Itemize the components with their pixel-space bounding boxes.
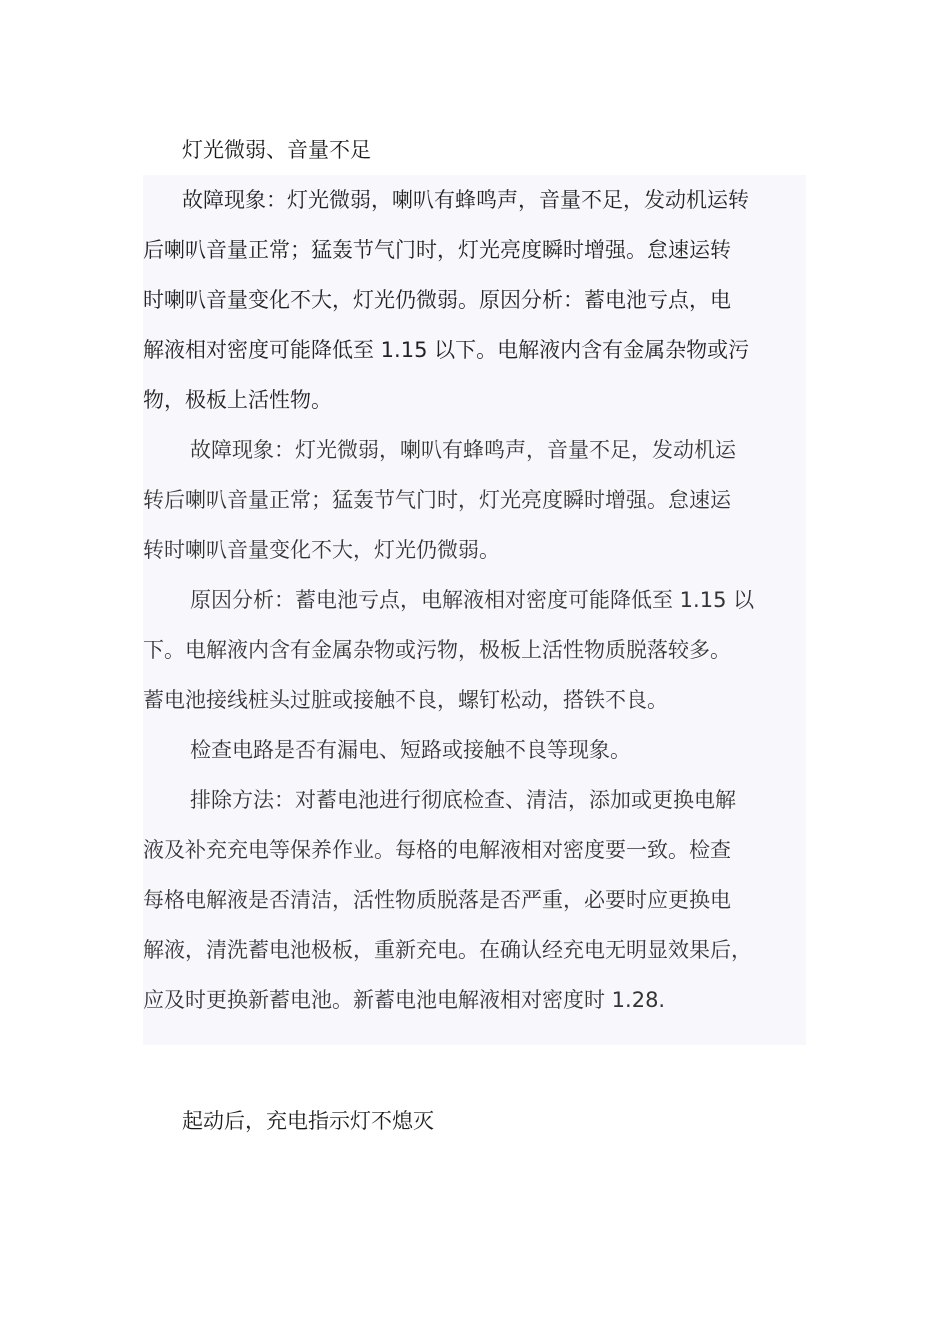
paragraph-fault-phenomenon <box>143 425 736 575</box>
text-line: 每格电解液是否清洁，活性物质脱落是否严重，必要时应更换电 <box>143 888 731 912</box>
text-line: 原因分析：蓄电池亏点，电解液相对密度可能降低至 1.15 以 <box>190 588 755 612</box>
text-line: 解液，清洗蓄电池极板，重新充电。在确认经充电无明显效果后， <box>143 938 752 962</box>
text-line: 物，极板上活性物。 <box>143 388 332 412</box>
text-line: 排除方法：对蓄电池进行彻底检查、清洁，添加或更换电解 <box>190 788 736 812</box>
text-line: 解液相对密度可能降低至 1.15 以下。电解液内含有金属杂物或污 <box>143 338 750 362</box>
section-heading-charge-indicator: 起动后，充电指示灯不熄灭 <box>182 1109 434 1133</box>
text-line: 故障现象：灯光微弱，喇叭有蜂鸣声，音量不足，发动机运 <box>190 438 736 462</box>
text-line: 故障现象：灯光微弱，喇叭有蜂鸣声，音量不足，发动机运转 <box>182 188 749 212</box>
text-line: 下。电解液内含有金属杂物或污物，极板上活性物质脱落较多。 <box>143 638 731 662</box>
section-heading-weak-lights: 灯光微弱、音量不足 <box>182 138 371 162</box>
text-line: 转时喇叭音量变化不大，灯光仍微弱。 <box>143 538 500 562</box>
text-line: 液及补充充电等保养作业。每格的电解液相对密度要一致。检查 <box>143 838 731 862</box>
paragraph-remedy <box>143 775 752 1025</box>
text-line: 蓄电池接线桩头过脏或接触不良，螺钉松动，搭铁不良。 <box>143 688 668 712</box>
text-line: 应及时更换新蓄电池。新蓄电池电解液相对密度时 1.28. <box>143 988 666 1012</box>
paragraph-fault-description <box>143 175 749 425</box>
text-line: 时喇叭音量变化不大，灯光仍微弱。原因分析：蓄电池亏点，电 <box>143 288 731 312</box>
content-block <box>143 175 806 1045</box>
text-line: 检查电路是否有漏电、短路或接触不良等现象。 <box>190 738 631 762</box>
text-line: 后喇叭音量正常；猛轰节气门时，灯光亮度瞬时增强。怠速运转 <box>143 238 731 262</box>
paragraph-check-circuit <box>143 725 631 775</box>
paragraph-cause-analysis <box>143 575 754 725</box>
text-line: 转后喇叭音量正常；猛轰节气门时，灯光亮度瞬时增强。怠速运 <box>143 488 731 512</box>
